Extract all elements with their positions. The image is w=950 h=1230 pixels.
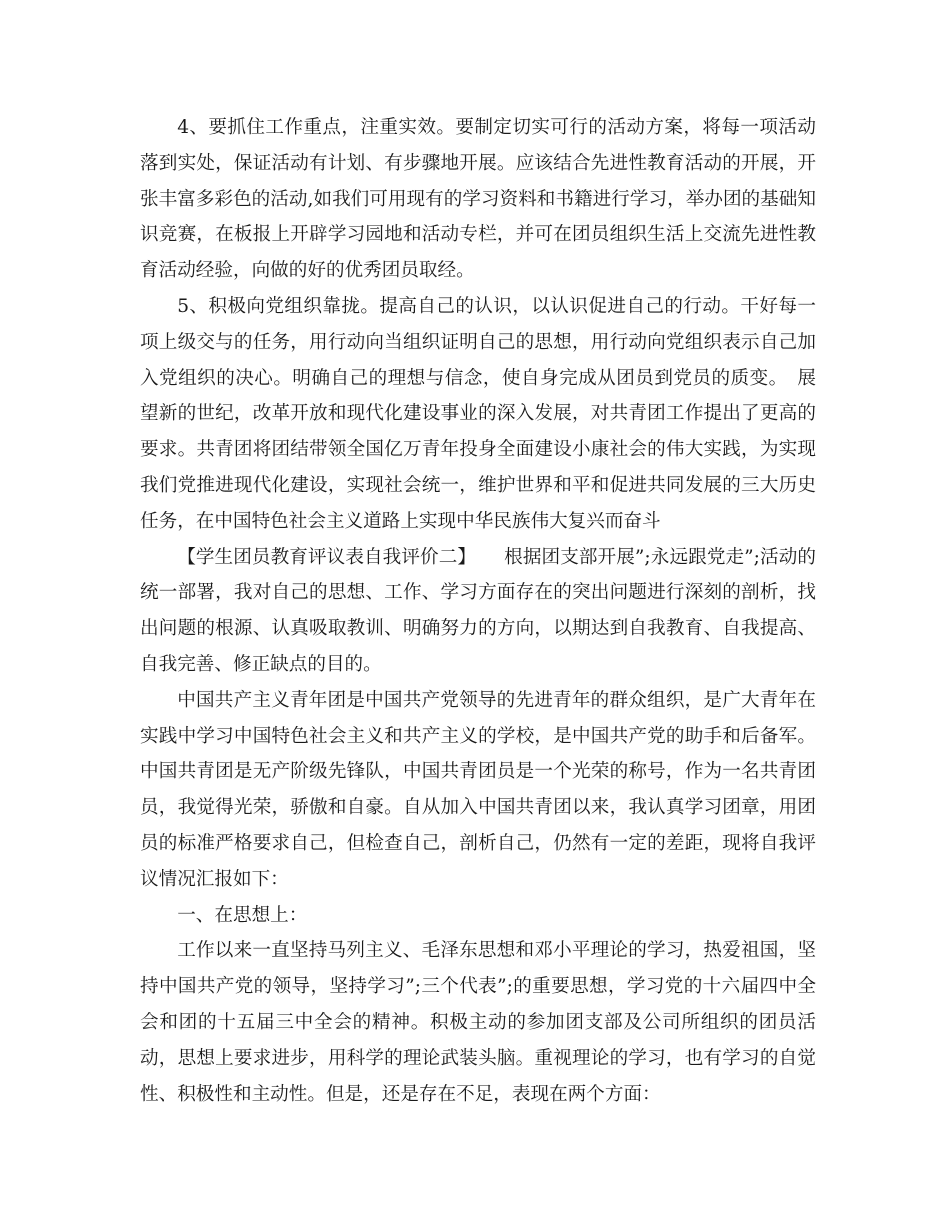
paragraph-thought-detail: 工作以来一直坚持马列主义、毛泽东思想和邓小平理论的学习，热爱祖国，坚持中国共产党的领导，坚持学习”;三个代表”;的重要思想，学习党的十六届四中全会和团的十五届三中全会的精神。积极主动的参加团支部及公司所组织的团员活动，思想上要求进步，用科学的理论武装头脑。重视理论的学习，也有学习的自觉性、积极性和主动性。但是，还是存在不足，表现在两个方面： bbox=[140, 940, 816, 1105]
paragraph-party-approach: 5、积极向党组织靠拢。提高自己的认识，以认识促进自己的行动。干好每一项上级交与的任务，用行动向当组织证明自己的思想，用行动向党组织表示自己加入党组织的决心。明确自己的理想与信念，使自身完成从团员到党员的质变。 展望新的世纪，改革开放和现代化建设事业的深入发展，对共青团工作提出了更高的要求。共青团将团结带领全国亿万青年投身全面建设小康社会的伟大实践，为实现我们党推进现代化建设，实现社会统一，维护世界和平和促进共同发展的三大历史任务，在中国特色社会主义道路上实现中华民族伟大复兴而奋斗 bbox=[140, 295, 816, 532]
paragraph-self-evaluation-two: 【学生团员教育评议表自我评价二】 根据团支部开展”;永远跟党走”;活动的统一部署，我对自己的思想、工作、学习方面存在的突出问题进行深刻的剖析，找出问题的根源、认真吸取教训、明确努力的方向，以期达到自我教育、自我提高、自我完善、修正缺点的目的。 bbox=[140, 546, 816, 675]
document-page bbox=[140, 110, 816, 1112]
paragraph-youth-league-intro: 中国共产主义青年团是中国共产党领导的先进青年的群众组织，是广大青年在实践中学习中国特色社会主义和共产主义的学校，是中国共产党的助手和后备军。中国共青团是无产阶级先锋队，中国共青团员是一个光荣的称号，作为一名共青团员，我觉得光荣，骄傲和自豪。自从加入中国共青团以来，我认真学习团章，用团员的标准严格要求自己，但检查自己，剖析自己，仍然有一定的差距，现将自我评议情况汇报如下： bbox=[140, 689, 816, 890]
paragraph-work-focus: 4、要抓住工作重点，注重实效。要制定切实可行的活动方案，将每一项活动落到实处，保证活动有计划、有步骤地开展。应该结合先进性教育活动的开展，开张丰富多彩色的活动,如我们可用现有的学习资料和书籍进行学习，举办团的基础知识竞赛，在板报上开辟学习园地和活动专栏，并可在团员组织生活上交流先进性教育活动经验，向做的好的优秀团员取经。 bbox=[140, 117, 816, 282]
section-heading-thought: 一、在思想上： bbox=[177, 904, 308, 926]
